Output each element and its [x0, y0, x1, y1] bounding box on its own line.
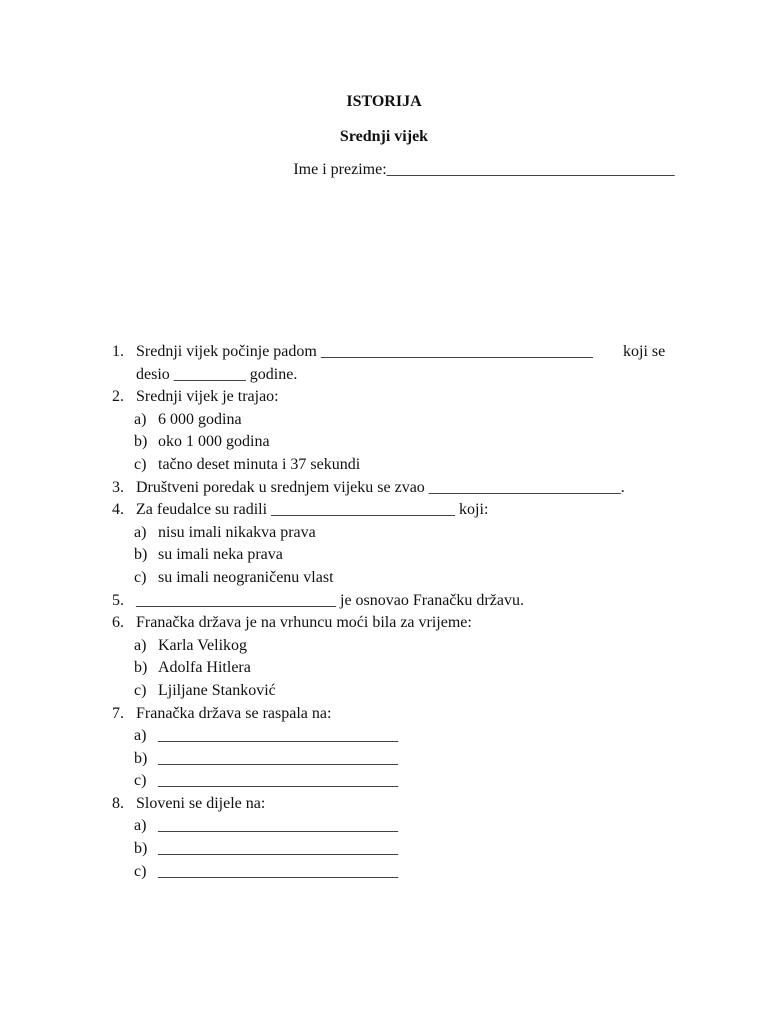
- question-text-tail: koji se: [623, 343, 666, 360]
- question-2: [112, 386, 682, 409]
- question-text-continuation: desio _________ godine.: [136, 365, 298, 383]
- question-number: 5.: [112, 591, 124, 609]
- option-text: oko 1 000 godina: [158, 433, 270, 451]
- option-label: c): [134, 862, 147, 880]
- option-label: a): [134, 727, 147, 745]
- option-label: a): [134, 817, 147, 835]
- name-field: Ime i prezime:____________________________________: [293, 161, 675, 178]
- question-list: [112, 341, 682, 883]
- option-8a: [112, 815, 682, 838]
- question-text: Franačka država se raspala na:: [136, 704, 332, 722]
- answer-blank: ______________________________: [158, 749, 398, 767]
- option-label: b): [134, 749, 148, 767]
- option-text: 6 000 godina: [158, 410, 242, 428]
- question-3: [112, 477, 682, 500]
- option-8b: [112, 838, 682, 861]
- option-label: b): [134, 546, 148, 564]
- question-text: Za feudalce su radili _______________________ koji:: [136, 501, 489, 519]
- option-label: a): [134, 636, 147, 654]
- question-number: 3.: [112, 478, 124, 496]
- option-label: a): [134, 523, 147, 541]
- question-8: [112, 793, 682, 816]
- question-number: 6.: [112, 614, 124, 632]
- document-title: ISTORIJA: [346, 93, 422, 110]
- option-text: tačno deset minuta i 37 sekundi: [158, 455, 361, 473]
- option-text: nisu imali nikakva prava: [158, 523, 316, 541]
- question-7: [112, 703, 682, 726]
- option-label: b): [134, 659, 148, 677]
- question-number: 1.: [112, 343, 124, 360]
- question-5: [112, 590, 682, 613]
- option-7a: [112, 725, 682, 748]
- option-label: b): [134, 433, 148, 451]
- option-text: Ljiljane Stanković: [158, 681, 276, 699]
- option-4a: [112, 522, 682, 545]
- answer-blank: ______________________________: [158, 862, 398, 880]
- question-number: 4.: [112, 501, 124, 519]
- option-6b: [112, 657, 682, 680]
- question-1: [112, 341, 682, 364]
- question-text: Srednji vijek je trajao:: [136, 388, 279, 406]
- option-label: b): [134, 840, 148, 858]
- option-2b: [112, 431, 682, 454]
- option-label: c): [134, 772, 147, 790]
- question-number: 2.: [112, 388, 124, 406]
- option-text: Adolfa Hitlera: [158, 659, 251, 677]
- document-subtitle: Srednji vijek: [339, 128, 429, 145]
- answer-blank: ______________________________: [158, 817, 398, 835]
- question-text: Sloveni se dijele na:: [136, 794, 266, 812]
- option-4b: [112, 544, 682, 567]
- option-4c: [112, 567, 682, 590]
- option-label: c): [134, 681, 147, 699]
- option-7b: [112, 748, 682, 771]
- question-text: _________________________ je osnovao Franačku državu.: [136, 591, 524, 609]
- answer-blank: ______________________________: [158, 727, 398, 745]
- option-label: c): [134, 568, 147, 586]
- option-8c: [112, 861, 682, 884]
- option-text: Karla Velikog: [158, 636, 248, 654]
- option-6c: [112, 680, 682, 703]
- option-label: a): [134, 410, 147, 428]
- question-number: 8.: [112, 794, 124, 812]
- option-text: su imali neograničenu vlast: [158, 568, 334, 586]
- question-6: [112, 612, 682, 635]
- question-4: [112, 499, 682, 522]
- question-text: Franačka država je na vrhuncu moći bila za vrijeme:: [136, 614, 472, 632]
- option-text: su imali neka prava: [158, 546, 283, 564]
- option-2c: [112, 454, 682, 477]
- option-2a: [112, 409, 682, 432]
- question-1-continuation: [112, 364, 682, 387]
- question-text: Društveni poredak u srednjem vijeku se zvao ________________________.: [136, 478, 625, 496]
- option-6a: [112, 635, 682, 658]
- question-text: Srednji vijek počinje padom __________________________________: [136, 343, 593, 360]
- option-7c: [112, 770, 682, 793]
- question-number: 7.: [112, 704, 124, 722]
- answer-blank: ______________________________: [158, 772, 398, 790]
- option-label: c): [134, 455, 147, 473]
- answer-blank: ______________________________: [158, 840, 398, 858]
